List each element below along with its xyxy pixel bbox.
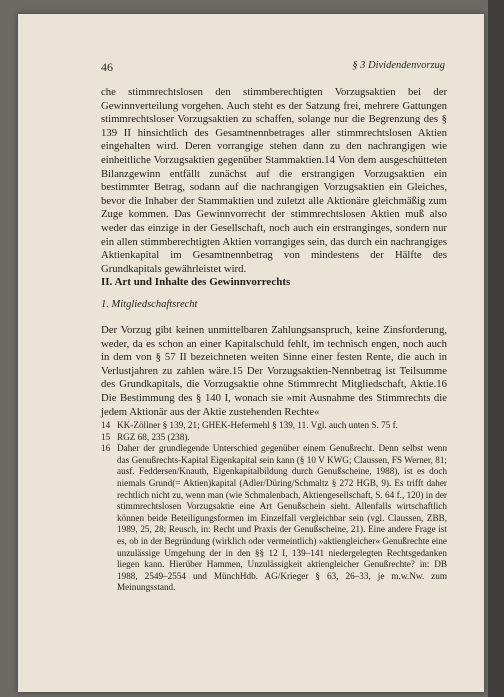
running-title: § 3 Dividendenvorzug <box>352 60 445 71</box>
page-number: 46 <box>101 60 113 74</box>
subsection-heading: 1. Mitgliedschaftsrecht <box>101 299 198 310</box>
footnote-number: 15 <box>101 431 111 442</box>
footnotes <box>101 420 447 594</box>
adjacent-page-edge <box>488 0 504 697</box>
footnote-text: KK-Zöllner § 139, 21; GHEK-Hefermehl § 139, 11. Vgl. auch unten S. 75 f. <box>117 420 398 430</box>
footnote <box>101 443 447 594</box>
footnote <box>101 420 447 432</box>
footnote-text: RGZ 68, 235 (238). <box>117 431 190 442</box>
section-heading: II. Art und Inhalte des Gewinnvorrechts <box>101 276 291 288</box>
footnote-text: Daher der grundlegende Unterschied gegenüber einem Genußrecht. Denn selbst wenn das Genußrechts-Kapital Eigenkapital sein kann (§ 10 V KWG; Claussen, FS Werner, 81; ausf. Feddersen/Knauth, Eigenkapitalbildung durch Genußscheine, 1988), ist es doch niemals Grund(= Aktien)kapital (Adler/Düring/Schmaltz § 272 HGB, 9). Es trifft daher rechtlich nicht zu, wenn man (wie Schmalenbach, Aktiengesellschaft, S. 64 f., 120) in der stimmrechtslosen Vorzugsaktie eine Art Genußschein sieht. Allenfalls wirtschaftlich können beide Beteiligungsformen im Einzelfall vergleichbar sein (vgl. Claussen, ZBB, 1989, 25, 28; Reusch, in: Recht und Praxis der Genußscheine, 21). Eine andere Frage ist es, ob in der Begründung (wirklich oder vermeintlich) »aktiengleicher« Genußrechte eine unzulässige Umgehung der in den §§ 12 I, 139–141 niedergelegten Rechtsgedanken liegen kann. Hierüber Hammen, Unzulässigkeit aktiengleicher Genußrechte? in: DB 1988, 2549–2554 und MünchHdb. AG/Krieger § 63, 26–33, je m.w.Nw. zum Meinungsstand. <box>117 443 447 593</box>
body-paragraph-2: Der Vorzug gibt keinen unmittelbaren Zahlungsanspruch, keine Zinsforderung, weder, da es schon an einer Kapitalschuld fehlt, im technisch engen, noch auch in dem von § 57 II bezeichneten weiten Sinne einer festen Rente, die auch in Verlustjahren zu zahlen wäre.15 Der Vorzugsaktien-Nennbetrag ist Teilsumme des Grundkapitals, die Vorzugsaktie ohne Stimmrecht Mitgliedschaft, Aktie.16 Die Bestimmung des § 140 I, wonach sie »mit Ausnahme des Stimmrechts die jedem Aktionär aus der Aktie zustehenden Rechte« <box>101 324 447 418</box>
footnote-number: 16 <box>101 443 111 454</box>
footnote-number: 14 <box>101 420 111 430</box>
footnote <box>101 432 447 444</box>
body-paragraph-1: che stimmrechtslosen den stimmberechtigten Vorzugsaktien bei der Gewinnverteilung vorgehen. Auch steht es der Satzung frei, mehrere Gattungen stimmrechtsloser Vorzugsaktien zu schaffen, solange nur die Begrenzung des § 139 II hinsichtlich des Gesamtnennbetrages aller stimmrechtslosen Aktien eingehalten wird. Deren vorrangige stehen dann zu den nachrangigen wie einheitliche Vorzugsaktien gegenüber Stammaktien.14 Von dem ausgeschütteten Bilanzgewinn entfällt zunächst auf die erstrangigen Vorzugsaktien ein bestimmter Betrag, sodann auf die nachrangigen Vorzugsaktien ein Gleiches, bevor die Inhaber der Stammaktien und zuletzt alle Aktionäre gleichmäßig zum Zuge kommen. Das Gewinnvorrecht der stimmrechtslosen Aktien muß also weder das einzige in der Gesellschaft, noch auch ein erstranginges, sondern nur ein allen stimmberechtigten Aktien vorrangiges sein, das durch ein nachrangiges Aktienkapital im Gesamtnennbetrag von mindestens der Hälfte des Grundkapitals gewährleistet wird. <box>101 86 447 275</box>
